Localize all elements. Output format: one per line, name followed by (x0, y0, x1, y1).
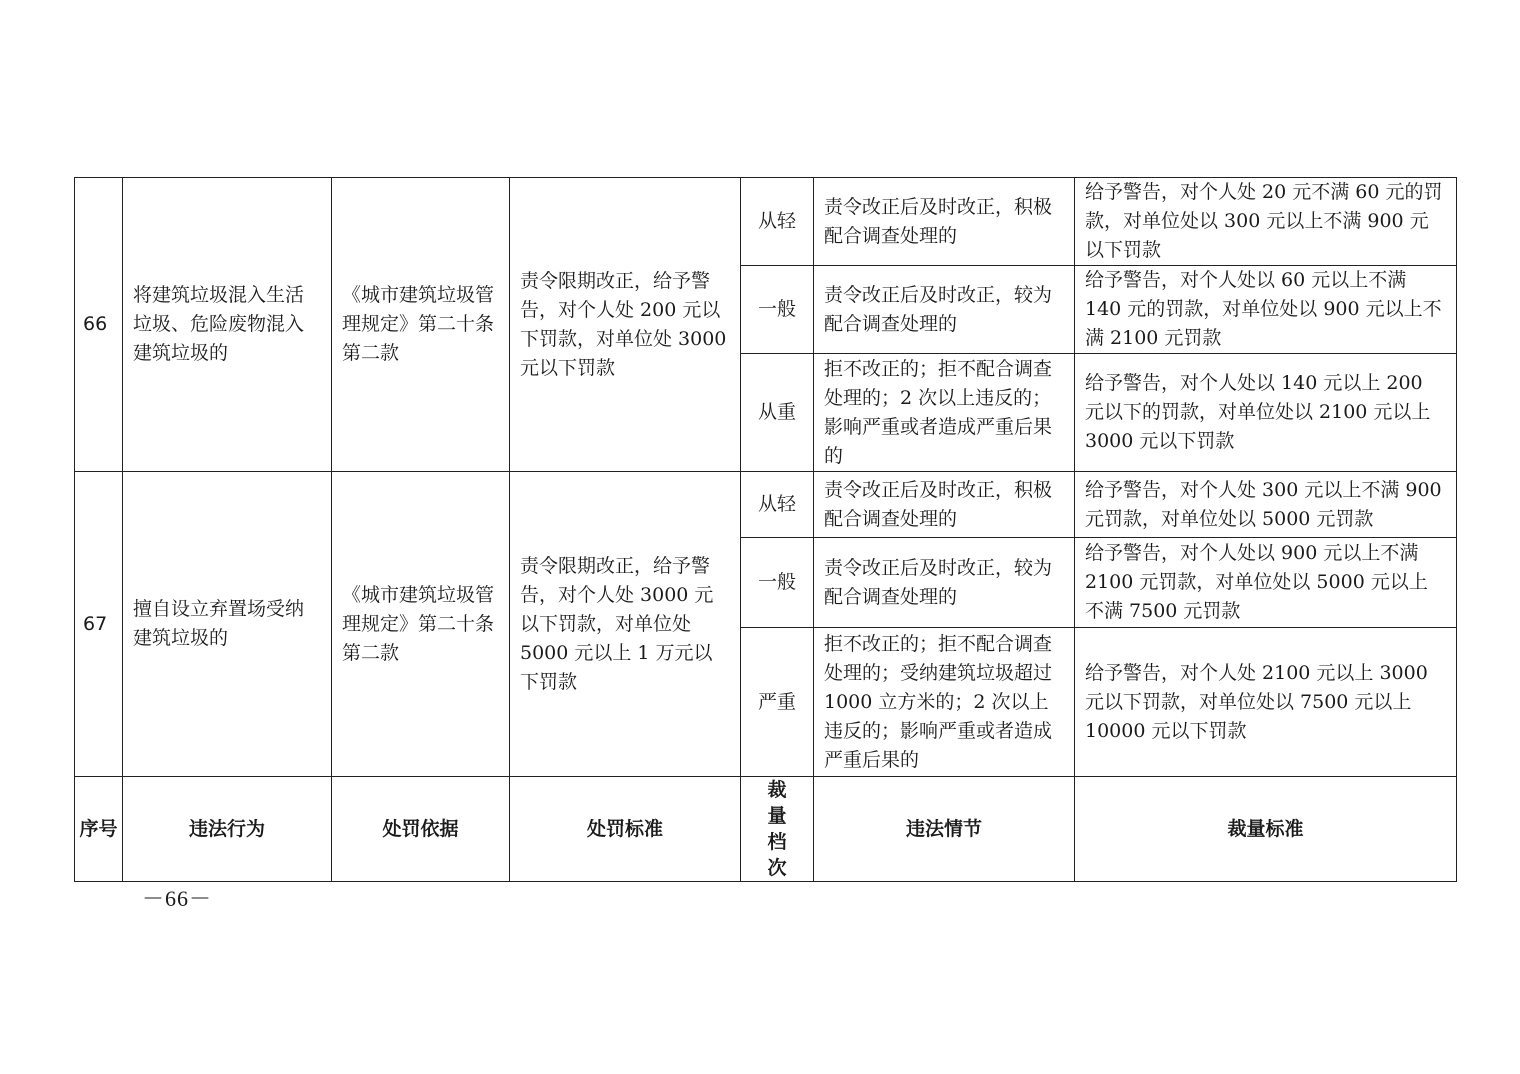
penalty-table-container (74, 177, 1456, 879)
circumstance-cell: 责令改正后及时改正，较为配合调查处理的 (814, 266, 1075, 354)
level-cell: 从轻 (741, 178, 814, 266)
discretion-cell: 给予警告，对个人处以 60 元以上不满 140 元的罚款，对单位处以 900 元以上不满 2100 元罚款 (1075, 266, 1457, 354)
discretion-cell: 给予警告，对个人处以 900 元以上不满 2100 元罚款，对单位处以 5000 元以上不满 7500 元罚款 (1075, 538, 1457, 628)
table-row (75, 472, 1457, 538)
table-header-row (75, 777, 1457, 882)
behavior-cell: 将建筑垃圾混入生活垃圾、危险废物混入建筑垃圾的 (123, 178, 332, 472)
behavior-cell: 擅自设立弃置场受纳建筑垃圾的 (123, 472, 332, 777)
level-cell: 一般 (741, 266, 814, 354)
header-seq: 序号 (75, 777, 123, 882)
discretion-cell: 给予警告，对个人处 2100 元以上 3000 元以下罚款，对单位处以 7500 元以上 10000 元以下罚款 (1075, 628, 1457, 777)
header-basis: 处罚依据 (332, 777, 510, 882)
discretion-cell: 给予警告，对个人处 300 元以上不满 900 元罚款，对单位处以 5000 元罚款 (1075, 472, 1457, 538)
circumstance-cell: 责令改正后及时改正，积极配合调查处理的 (814, 472, 1075, 538)
standard-cell: 责令限期改正，给予警告，对个人处 200 元以下罚款，对单位处 3000 元以下罚款 (510, 178, 741, 472)
header-level: 裁量档次 (741, 777, 814, 882)
discretion-cell: 给予警告，对个人处 20 元不满 60 元的罚款，对单位处以 300 元以上不满 900 元以下罚款 (1075, 178, 1457, 266)
header-standard: 处罚标准 (510, 777, 741, 882)
basis-cell: 《城市建筑垃圾管理规定》第二十条第二款 (332, 472, 510, 777)
seq-cell: 67 (75, 472, 123, 777)
basis-cell: 《城市建筑垃圾管理规定》第二十条第二款 (332, 178, 510, 472)
circumstance-cell: 责令改正后及时改正，较为配合调查处理的 (814, 538, 1075, 628)
header-discretion: 裁量标准 (1075, 777, 1457, 882)
discretion-cell: 给予警告，对个人处以 140 元以上 200 元以下的罚款，对单位处以 2100 元以上 3000 元以下罚款 (1075, 354, 1457, 472)
page-number: －66－ (142, 886, 213, 911)
level-cell: 严重 (741, 628, 814, 777)
table-row (75, 178, 1457, 266)
seq-cell: 66 (75, 178, 123, 472)
circumstance-cell: 责令改正后及时改正，积极配合调查处理的 (814, 178, 1075, 266)
header-behavior: 违法行为 (123, 777, 332, 882)
penalty-discretion-table (74, 177, 1457, 882)
header-circumstance: 违法情节 (814, 777, 1075, 882)
circumstance-cell: 拒不改正的；拒不配合调查处理的；2 次以上违反的；影响严重或者造成严重后果的 (814, 354, 1075, 472)
level-cell: 从轻 (741, 472, 814, 538)
circumstance-cell: 拒不改正的；拒不配合调查处理的；受纳建筑垃圾超过 1000 立方米的；2 次以上违反的；影响严重或者造成严重后果的 (814, 628, 1075, 777)
level-cell: 一般 (741, 538, 814, 628)
standard-cell: 责令限期改正，给予警告，对个人处 3000 元以下罚款，对单位处 5000 元以上 1 万元以下罚款 (510, 472, 741, 777)
level-cell: 从重 (741, 354, 814, 472)
